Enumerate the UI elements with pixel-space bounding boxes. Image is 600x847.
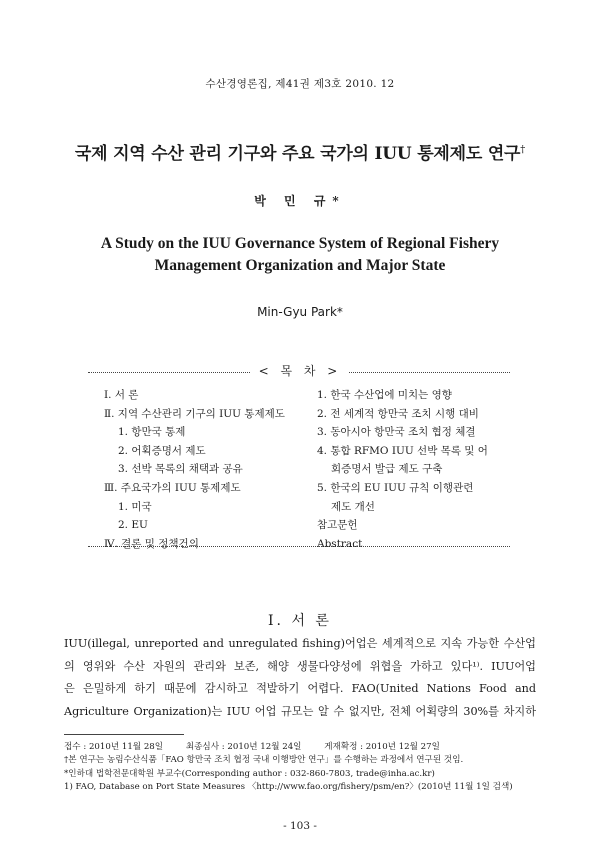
title-korean	[0, 139, 600, 164]
title-footnote-mark: †	[520, 144, 526, 156]
body-line: IUU(illegal, unreported and unregulated fishing)어업은 세계적으로 지속 가능한 수산업	[64, 637, 536, 650]
toc-item: 5. 한국의 EU IUU 규칙 이행관련	[317, 481, 474, 494]
page-number: - 103 -	[283, 820, 317, 832]
toc-item: 3. 동아시아 항만국 조치 협정 체결	[317, 426, 476, 439]
dates-line	[64, 741, 544, 754]
toc-item: 4. 통합 RFMO IUU 선박 목록 및 어	[317, 444, 488, 457]
section-heading: Ⅰ. 서 론	[268, 613, 332, 629]
body-line: 의 영위와 수산 자원의 관리와 보존, 해양 생물다양성에 위협을 가하고 있다¹⁾. IUU어업	[64, 659, 536, 673]
toc-item: 회증명서 발급 제도 구축	[331, 463, 443, 476]
title-english-line-2: Management Organization and Major State	[154, 257, 446, 274]
toc-title-text: < 목 차 >	[251, 364, 350, 378]
author-english: Min-Gyu Park*	[257, 305, 343, 319]
title-english	[0, 233, 600, 277]
toc-item: 제도 개선	[331, 500, 375, 513]
journal-info: 수산경영론집, 제41권 제3호 2010. 12	[205, 78, 395, 90]
toc-right-column	[317, 386, 507, 553]
toc-item: 1. 한국 수산업에 미치는 영향	[317, 389, 452, 401]
toc-item: Ⅳ. 결론 및 정책건의	[104, 537, 199, 550]
toc-title	[0, 362, 600, 379]
body-line: 은 은밀하게 하기 때문에 감시하고 적발하기 어렵다. FAO(United Nations Food and	[64, 682, 536, 695]
footnotes	[64, 741, 544, 794]
footnote-divider	[64, 734, 184, 735]
toc-item: 2. 전 세계적 항만국 조치 시행 대비	[317, 407, 479, 420]
toc-item: Ⅲ. 주요국가의 IUU 통제제도	[104, 481, 241, 494]
affiliation-note: *인하대 법학전문대학원 부교수(Corresponding author : 032-860-7803, trade@inha.ac.kr)	[64, 768, 435, 779]
toc-left-column	[104, 386, 314, 553]
toc-item: 참고문헌	[317, 519, 358, 532]
body-paragraph	[64, 633, 536, 723]
title-korean-text: 국제 지역 수산 관리 기구와 주요 국가의 IUU 통제제도 연구	[74, 144, 521, 164]
toc-item: Ⅰ. 서 론	[104, 389, 139, 401]
toc-item: 2. EU	[118, 519, 148, 532]
title-english-line-1: A Study on the IUU Governance System of Regional Fishery	[100, 235, 500, 252]
toc-item: 1. 미국	[118, 500, 152, 513]
received-date: 접수 : 2010년 11월 28일	[64, 742, 164, 752]
author-korean: 박 민 규*	[254, 194, 346, 208]
reviewed-date: 최종심사 : 2010년 12월 24일	[185, 742, 302, 752]
funding-note: †본 연구는 농림수산식품「FAO 항만국 조치 협정 국내 이행방안 연구」를 수행하는 과정에서 연구된 것임.	[64, 755, 464, 766]
accepted-date: 게재확정 : 2010년 12월 27일	[324, 742, 440, 752]
body-line: Agriculture Organization)는 IUU 어업 규모는 알 수 없지만, 전체 어획량의 30%를 차지하	[64, 704, 536, 718]
toc-item: 2. 어획증명서 제도	[118, 444, 206, 457]
toc-item: 1. 항만국 통제	[118, 426, 186, 439]
toc-item: Ⅱ. 지역 수산관리 기구의 IUU 통제제도	[104, 407, 285, 420]
toc-item: 3. 선박 목록의 채택과 공유	[118, 463, 243, 476]
footnote-1: 1) FAO, Database on Port State Measures 〈http://www.fao.org/fishery/psm/en?〉(2010년 11월 1일 검색)	[64, 781, 513, 792]
toc-item: Abstract	[317, 537, 363, 550]
